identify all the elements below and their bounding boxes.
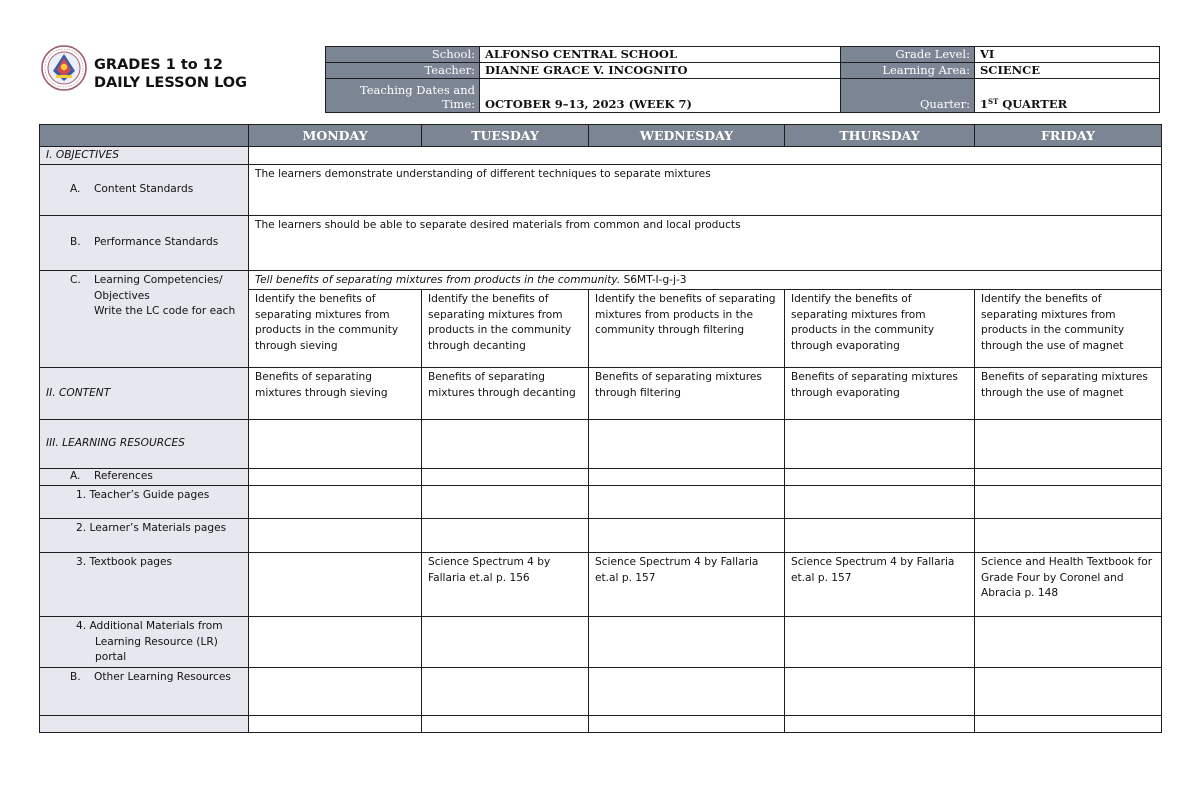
learners-materials-row (40, 519, 1162, 553)
objectives-heading-row (40, 147, 1162, 165)
competency-label-line2: Objectives (94, 289, 150, 302)
other-monday (249, 668, 422, 716)
additional-thursday (785, 617, 975, 668)
competency-label-line1: Learning Competencies/ (94, 274, 223, 286)
performance-standards-marker: B. (70, 236, 81, 249)
objective-tuesday: Identify the benefits of separating mixtures from products in the community through decanting (422, 290, 589, 368)
quarter-word: QUARTER (998, 97, 1068, 111)
content-standards-row (40, 165, 1162, 216)
grade-level-value: VI (975, 47, 1160, 63)
learning-area-label: Learning Area: (841, 63, 975, 79)
quarter-value (975, 79, 1160, 113)
title-grades: GRADES 1 to 12 (94, 57, 223, 73)
header-info-table (325, 46, 1160, 113)
additional-monday (249, 617, 422, 668)
lm-friday (975, 519, 1162, 553)
day-thursday: THURSDAY (785, 125, 975, 147)
other-thursday (785, 668, 975, 716)
competency-label-line3: Write the LC code for each (94, 305, 236, 317)
school-label: School: (326, 47, 480, 63)
learning-resources-tuesday (422, 420, 589, 469)
learning-resources-wednesday (589, 420, 785, 469)
learning-competencies-label (40, 271, 249, 368)
additional-materials-label (40, 617, 249, 668)
content-standards-text-label: Content Standards (94, 183, 194, 196)
textbook-row (40, 553, 1162, 617)
objectives-heading-blank (249, 147, 1162, 165)
tg-friday (975, 486, 1162, 519)
deped-seal-logo (41, 45, 87, 91)
objective-wednesday: Identify the benefits of separating mixtures from products in the community through filtering (589, 290, 785, 368)
learning-resources-thursday (785, 420, 975, 469)
additional-wednesday (589, 617, 785, 668)
lm-thursday (785, 519, 975, 553)
tg-tuesday (422, 486, 589, 519)
competency-text (249, 271, 1162, 290)
objectives-heading: I. OBJECTIVES (40, 147, 249, 165)
tg-wednesday (589, 486, 785, 519)
learners-materials-label: 2. Learner’s Materials pages (40, 519, 249, 553)
tg-thursday (785, 486, 975, 519)
objective-friday: Identify the benefits of separating mixtures from products in the community through the use of magnet (975, 290, 1162, 368)
additional-line3: portal (95, 651, 127, 663)
content-monday: Benefits of separating mixtures through sieving (249, 368, 422, 420)
trailing-wednesday (589, 716, 785, 733)
trailing-thursday (785, 716, 975, 733)
teachers-guide-row (40, 486, 1162, 519)
teachers-guide-label: 1. Teacher’s Guide pages (40, 486, 249, 519)
teaching-dates-value: OCTOBER 9–13, 2023 (WEEK 7) (480, 79, 841, 113)
competency-marker: C. (70, 274, 81, 286)
learning-resources-friday (975, 420, 1162, 469)
references-monday (249, 469, 422, 486)
learning-resources-monday (249, 420, 422, 469)
day-wednesday: WEDNESDAY (589, 125, 785, 147)
competency-row (40, 271, 1162, 290)
lm-tuesday (422, 519, 589, 553)
content-standards-label (40, 165, 249, 216)
other-resources-marker: B. (70, 671, 81, 683)
objective-thursday: Identify the benefits of separating mixtures from products in the community through evaporating (785, 290, 975, 368)
teacher-value: DIANNE GRACE V. INCOGNITO (480, 63, 841, 79)
references-label (40, 469, 249, 486)
performance-standards-label (40, 216, 249, 271)
competency-code: S6MT-I-g-j-3 (620, 274, 687, 286)
trailing-tuesday (422, 716, 589, 733)
textbook-thursday: Science Spectrum 4 by Fallaria et.al p. 157 (785, 553, 975, 617)
performance-standards-text: The learners should be able to separate desired materials from common and local products (249, 216, 1162, 271)
document-title (94, 56, 247, 92)
content-friday: Benefits of separating mixtures through the use of magnet (975, 368, 1162, 420)
references-marker: A. (70, 470, 81, 483)
teacher-label: Teacher: (326, 63, 480, 79)
other-friday (975, 668, 1162, 716)
learning-resources-row (40, 420, 1162, 469)
day-header-row (40, 125, 1162, 147)
textbook-tuesday: Science Spectrum 4 by Fallaria et.al p. 156 (422, 553, 589, 617)
lesson-log-table (39, 124, 1162, 733)
references-text: References (94, 470, 153, 483)
objective-monday: Identify the benefits of separating mixtures from products in the community through sieving (249, 290, 422, 368)
additional-materials-row (40, 617, 1162, 668)
content-heading: II. CONTENT (40, 368, 249, 420)
textbook-monday (249, 553, 422, 617)
references-row (40, 469, 1162, 486)
trailing-row (40, 716, 1162, 733)
quarter-suffix: ST (988, 97, 999, 106)
performance-standards-row (40, 216, 1162, 271)
blank-corner-cell (40, 125, 249, 147)
trailing-friday (975, 716, 1162, 733)
other-tuesday (422, 668, 589, 716)
additional-line2: Learning Resource (LR) (95, 635, 218, 648)
content-wednesday: Benefits of separating mixtures through filtering (589, 368, 785, 420)
school-value: ALFONSO CENTRAL SCHOOL (480, 47, 841, 63)
references-tuesday (422, 469, 589, 486)
additional-line1: 4. Additional Materials from (76, 620, 223, 632)
lm-monday (249, 519, 422, 553)
other-resources-text: Other Learning Resources (94, 671, 231, 683)
references-friday (975, 469, 1162, 486)
learning-resources-heading: III. LEARNING RESOURCES (40, 420, 249, 469)
other-resources-label (40, 668, 249, 716)
textbook-label: 3. Textbook pages (40, 553, 249, 617)
other-wednesday (589, 668, 785, 716)
day-tuesday: TUESDAY (422, 125, 589, 147)
day-monday: MONDAY (249, 125, 422, 147)
teaching-dates-label-line2: Time: (442, 97, 475, 111)
day-friday: FRIDAY (975, 125, 1162, 147)
trailing-label (40, 716, 249, 733)
additional-friday (975, 617, 1162, 668)
content-tuesday: Benefits of separating mixtures through decanting (422, 368, 589, 420)
quarter-label: Quarter: (841, 79, 975, 113)
content-thursday: Benefits of separating mixtures through evaporating (785, 368, 975, 420)
textbook-friday: Science and Health Textbook for Grade Four by Coronel and Abracia p. 148 (975, 553, 1162, 617)
learning-area-value: SCIENCE (975, 63, 1160, 79)
trailing-monday (249, 716, 422, 733)
grade-level-label: Grade Level: (841, 47, 975, 63)
content-row (40, 368, 1162, 420)
references-wednesday (589, 469, 785, 486)
content-standards-text: The learners demonstrate understanding of different techniques to separate mixtures (249, 165, 1162, 216)
other-resources-row (40, 668, 1162, 716)
tg-monday (249, 486, 422, 519)
textbook-wednesday: Science Spectrum 4 by Fallaria et.al p. 157 (589, 553, 785, 617)
content-standards-marker: A. (70, 183, 81, 196)
additional-tuesday (422, 617, 589, 668)
lm-wednesday (589, 519, 785, 553)
title-daily-lesson-log: DAILY LESSON LOG (94, 75, 248, 91)
teaching-dates-label (326, 79, 480, 113)
competency-statement: Tell benefits of separating mixtures from products in the community. (255, 274, 621, 286)
quarter-number: 1 (980, 97, 989, 111)
references-thursday (785, 469, 975, 486)
teaching-dates-label-line1: Teaching Dates and (359, 83, 475, 97)
performance-standards-text-label: Performance Standards (94, 236, 219, 249)
